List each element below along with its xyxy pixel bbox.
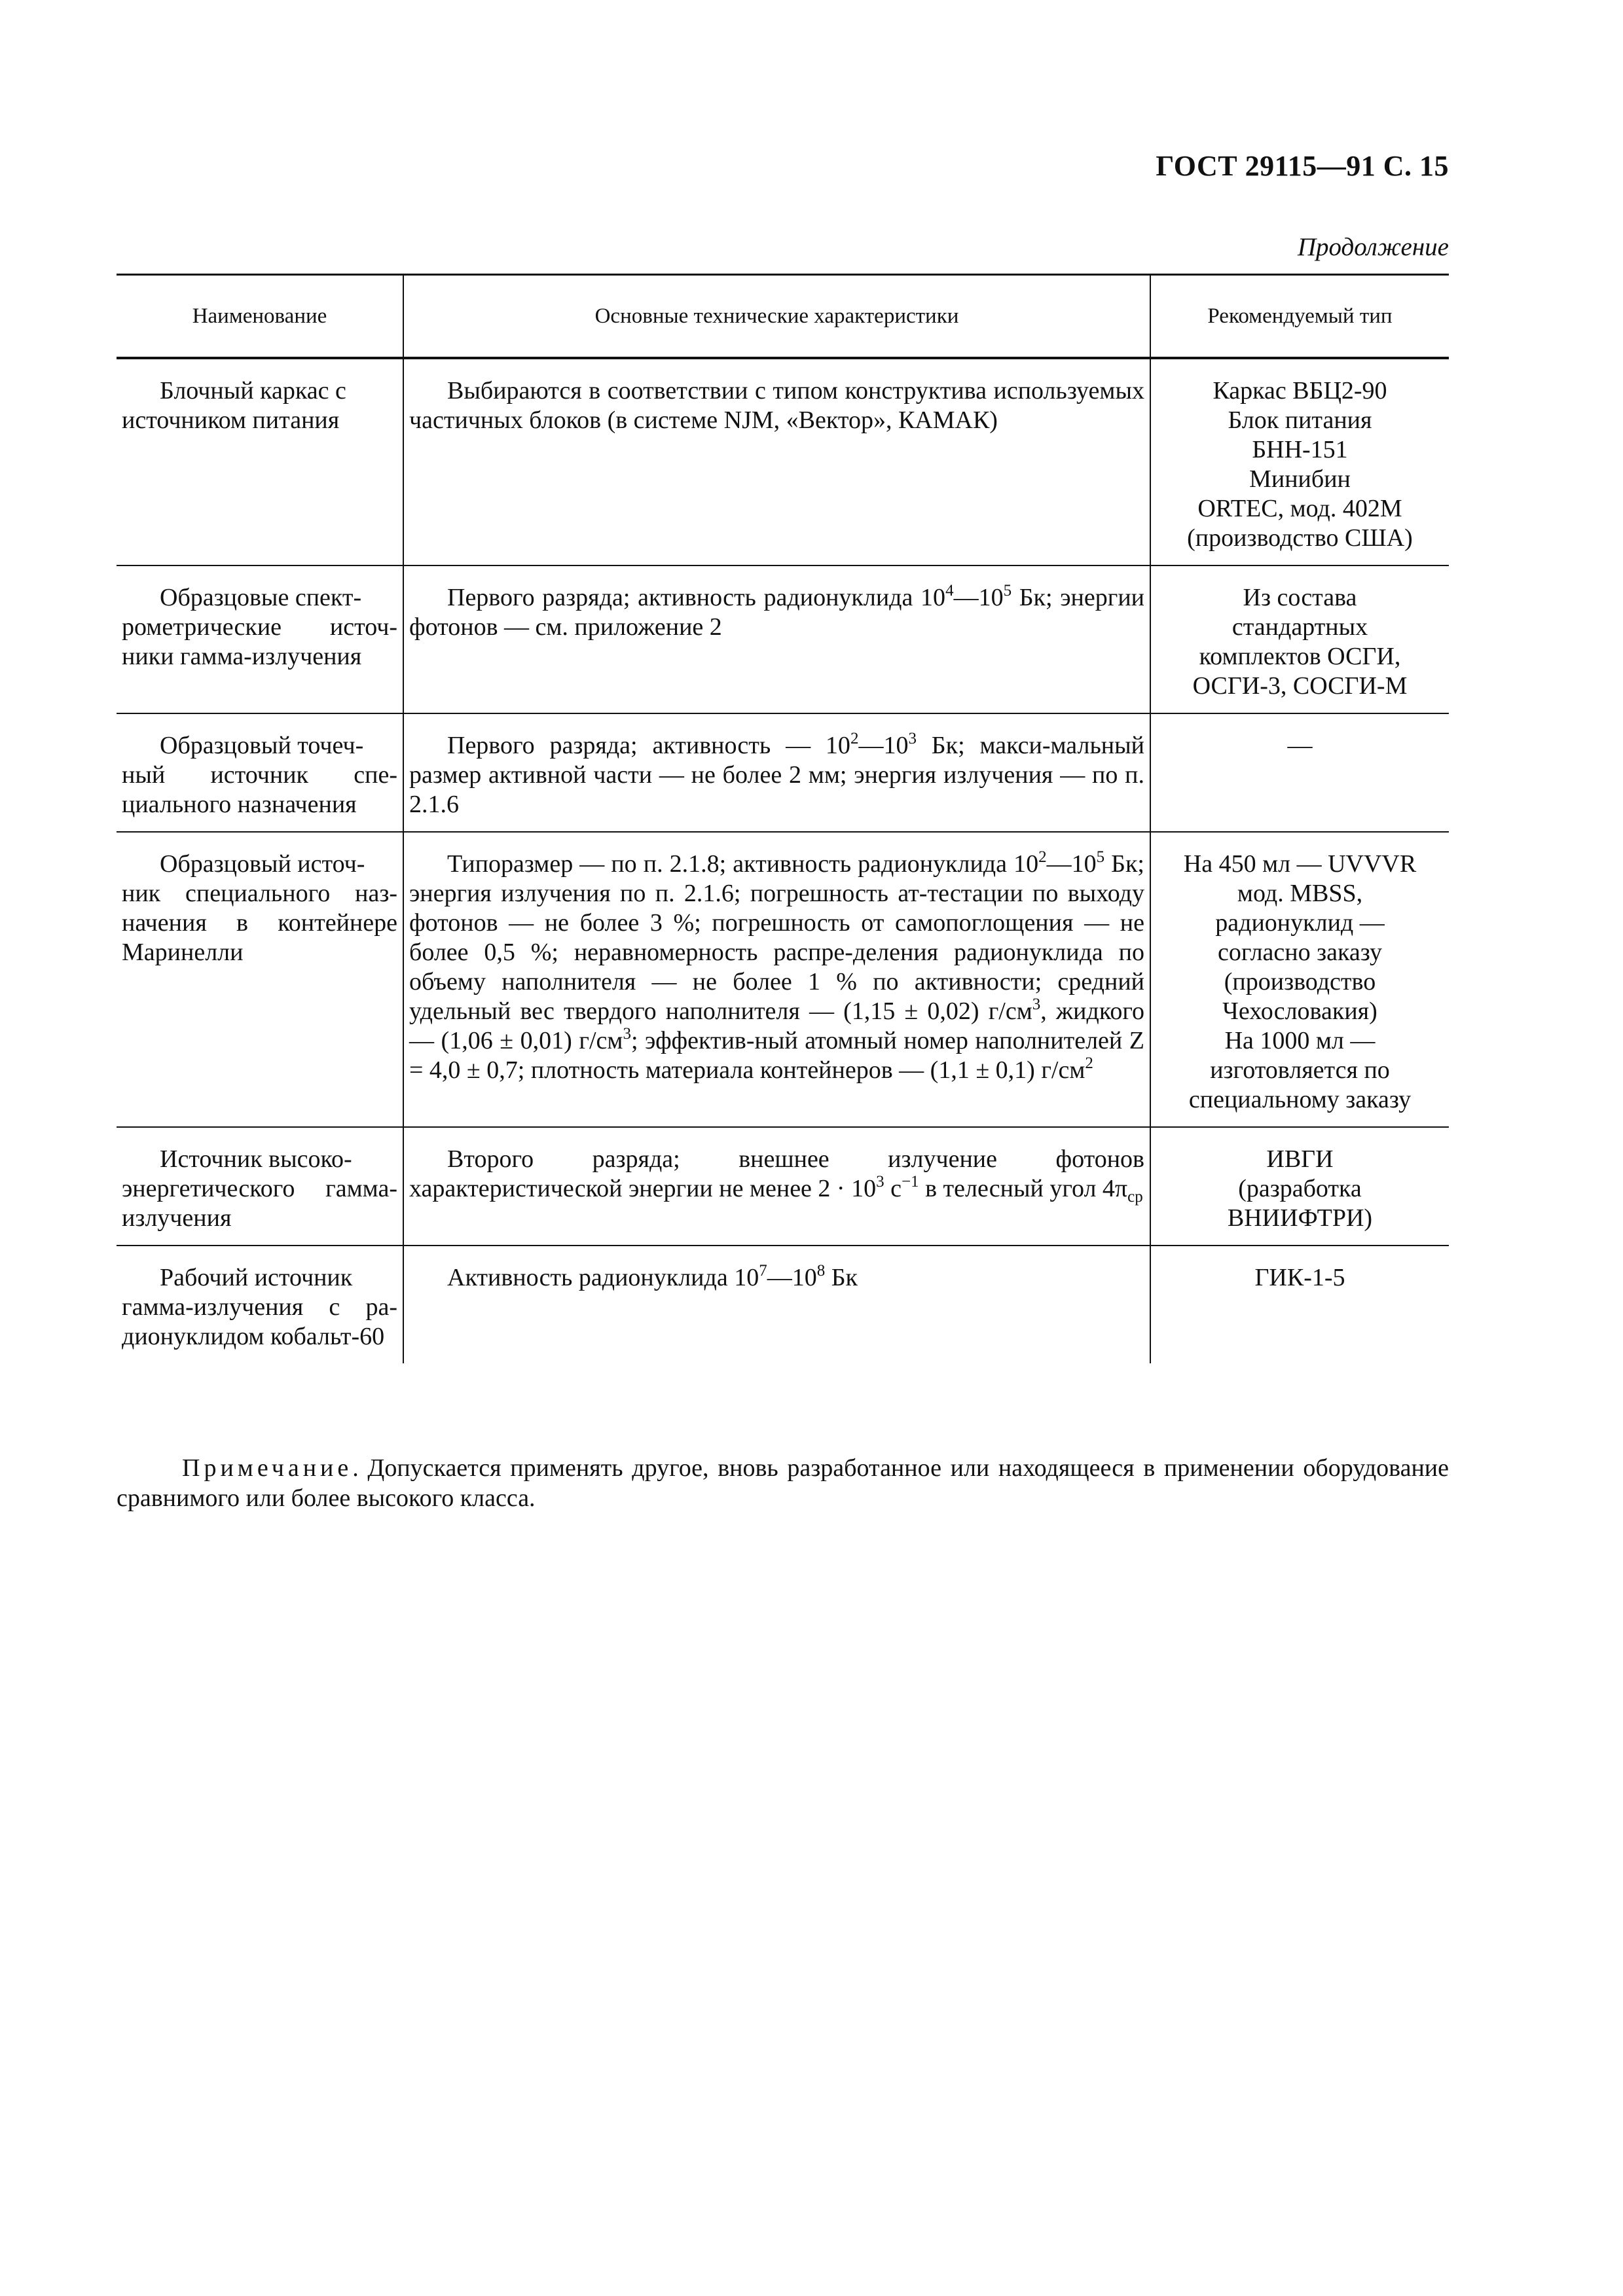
page-header-title: ГОСТ 29115—91 С. 15 (1156, 150, 1449, 182)
cell-name: Образцовые спект- рометрические источ-ники гамма-излучения (117, 565, 403, 713)
cell-name: Блочный каркас с источником питания (117, 358, 403, 565)
cell-characteristics: Выбираются в соответствии с типом конструктива используемых частичных блоков (в системе NJM, «Вектор», КАМАК) (403, 358, 1150, 565)
cell-name: Источник высоко- энергетического гамма-излучения (117, 1127, 403, 1246)
column-header-recommended-type: Рекомендуемый тип (1150, 275, 1449, 359)
cell-name: Рабочий источник гамма-излучения с ра-дионуклидом кобальт-60 (122, 1264, 397, 1350)
cell-characteristics: Второго разряда; внешнее излучение фотонов характеристической энергии не менее $2 \cdot 10^3$ $с^{-1}$ в телесный угол $4\pi_{ср}$ (403, 1127, 1150, 1246)
table-note (117, 1453, 1449, 1513)
note-text: . Допускается применять другое, вновь разработанное или находящееся в применении оборудование сравнимого или более высокого класса. (117, 1454, 1449, 1512)
table-continuation-label: Продолжение (1297, 233, 1449, 261)
table-row (117, 565, 1449, 713)
column-header-characteristics: Основные технические характеристики (403, 275, 1150, 359)
table-header-row (117, 275, 1449, 359)
cell-recommended-type: На 450 мл — UVVVR мод. MBSS, радионуклид — согласно заказу (производство Чехословакия) На 1000 мл — изготовляется по специальному заказу (1150, 832, 1449, 1127)
cell-characteristics: Активность радионуклида $10^7—10^8$ Бк (403, 1246, 1150, 1363)
table-row (117, 713, 1449, 832)
cell-recommended-type: — (1150, 713, 1449, 832)
table-row (117, 1246, 1449, 1363)
table-row (117, 358, 1449, 565)
cell-characteristics: Первого разряда; активность — $10^2—10^3$ Бк; макси-мальный размер активной части — не более 2 мм; энергия излучения — по п. 2.1.6 (403, 713, 1150, 832)
table-row (117, 832, 1449, 1127)
equipment-table (117, 274, 1449, 1363)
cell-characteristics: Типоразмер — по п. 2.1.8; активность радионуклида $10^2—10^5$ Бк; энергия излучения по п. 2.1.6; погрешность ат-тестации по выходу фотонов — не более 3 %; погрешность от самопоглощения — не более 0,5 %; неравномерность распре-деления радионуклида по объему наполнителя — не более 1 % по активности; средний удельный вес твердого наполнителя — (1,15 ± 0,02) $г/см^3$, жидкого — (1,06 ± 0,01) $г/см^3$; эффектив-ный атомный номер наполнителей Z = 4,0 ± 0,7; плотность материала контейнеров — (1,1 ± 0,1) $г/см^2$ (403, 832, 1150, 1127)
cell-name: Образцовый источ- ник специального наз-начения в контейнере Маринелли (117, 832, 403, 1127)
table-row (117, 1127, 1449, 1246)
column-header-name: Наименование (117, 275, 403, 359)
cell-recommended-type: Каркас ВБЦ2-90 Блок питания БНН-151 Минибин ORTEC, мод. 402M (производство США) (1150, 358, 1449, 565)
cell-characteristics: Первого разряда; активность радионуклида $10^4—10^5$ Бк; энергии фотонов — см. приложение 2 (403, 565, 1150, 713)
cell-recommended-type: ИВГИ (разработка ВНИИФТРИ) (1150, 1127, 1449, 1246)
note-label: Примечание (182, 1454, 353, 1482)
cell-name: Образцовый точеч- ный источник спе-циального назначения (117, 713, 403, 832)
cell-recommended-type: ГИК-1-5 (1150, 1246, 1449, 1363)
cell-recommended-type: Из состава стандартных комплектов ОСГИ, ОСГИ-3, СОСГИ-М (1150, 565, 1449, 713)
